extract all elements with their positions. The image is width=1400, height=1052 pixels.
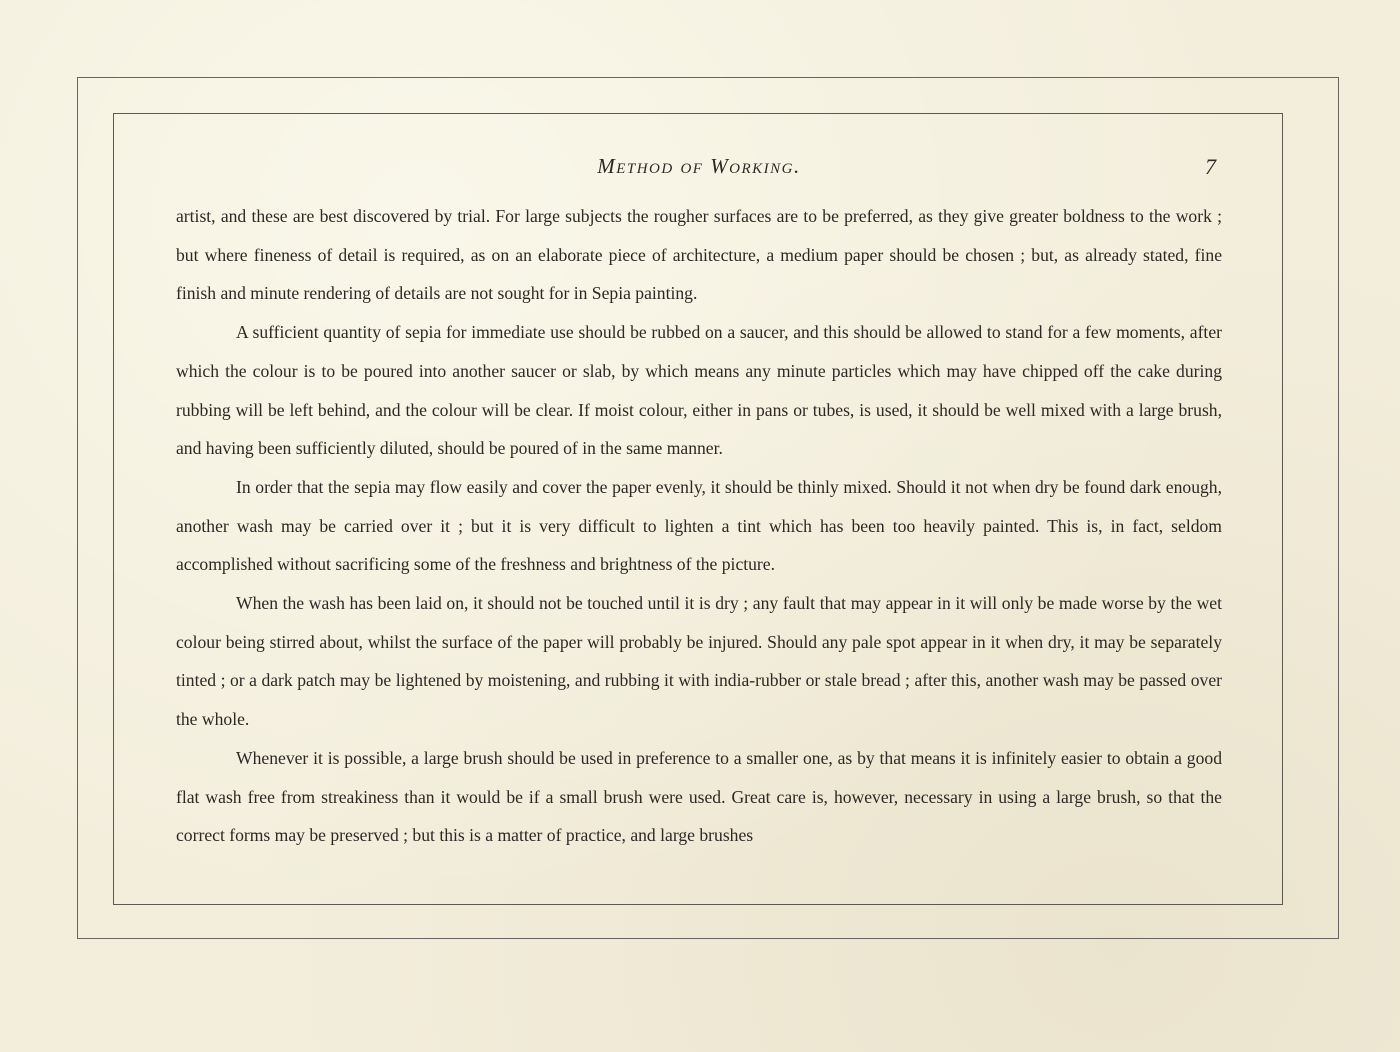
paragraph-4: When the wash has been laid on, it should not be touched until it is dry ; any fault that may appear in it will only be made worse by the wet colour being stirred about, whilst the surface of the paper will probably be injured. Should any pale spot appear in it when dry, it may be separately tinted ; or a dark patch may be lightened by moistening, and rubbing it with india-rubber or stale bread ; after this, another wash may be passed over the whole.	[176, 593, 1222, 730]
page-number: 7	[1205, 154, 1216, 179]
running-head	[176, 154, 1222, 184]
page-title: Method of Working.	[597, 154, 801, 178]
paragraph-1: artist, and these are best discovered by trial. For large subjects the rougher surfaces are to be preferred, as they give greater boldness to the work ; but where fineness of detail is required, as on an elaborate piece of architecture, a medium paper should be chosen ; but, as already stated, fine finish and minute rendering of details are not sought for in Sepia painting.	[176, 206, 1222, 304]
paragraph-3: In order that the sepia may flow easily and cover the paper evenly, it should be thinly mixed. Should it not when dry be found dark enough, another wash may be carried over it ; but it is very difficult to lighten a tint which has been too heavily painted. This is, in fact, seldom accomplished without sacrificing some of the freshness and brightness of the picture.	[176, 476, 1222, 575]
paragraph-5: Whenever it is possible, a large brush should be used in preference to a smaller one, as by that means it is infinitely easier to obtain a good flat wash free from streakiness than it would be if a small brush were used. Great care is, however, necessary in using a large brush, so that the correct forms may be preserved ; but this is a matter of practice, and large brushes	[176, 747, 1222, 846]
paragraph-2: A sufficient quantity of sepia for immediate use should be rubbed on a saucer, and this should be allowed to stand for a few moments, after which the colour is to be poured into another saucer or slab, by which means any minute particles which may have chipped off the cake during rubbing will be left behind, and the colour will be clear. If moist colour, either in pans or tubes, is used, it should be well mixed with a large brush, and having been sufficiently diluted, should be poured of in the same manner.	[176, 322, 1222, 459]
body-text	[176, 197, 1222, 855]
